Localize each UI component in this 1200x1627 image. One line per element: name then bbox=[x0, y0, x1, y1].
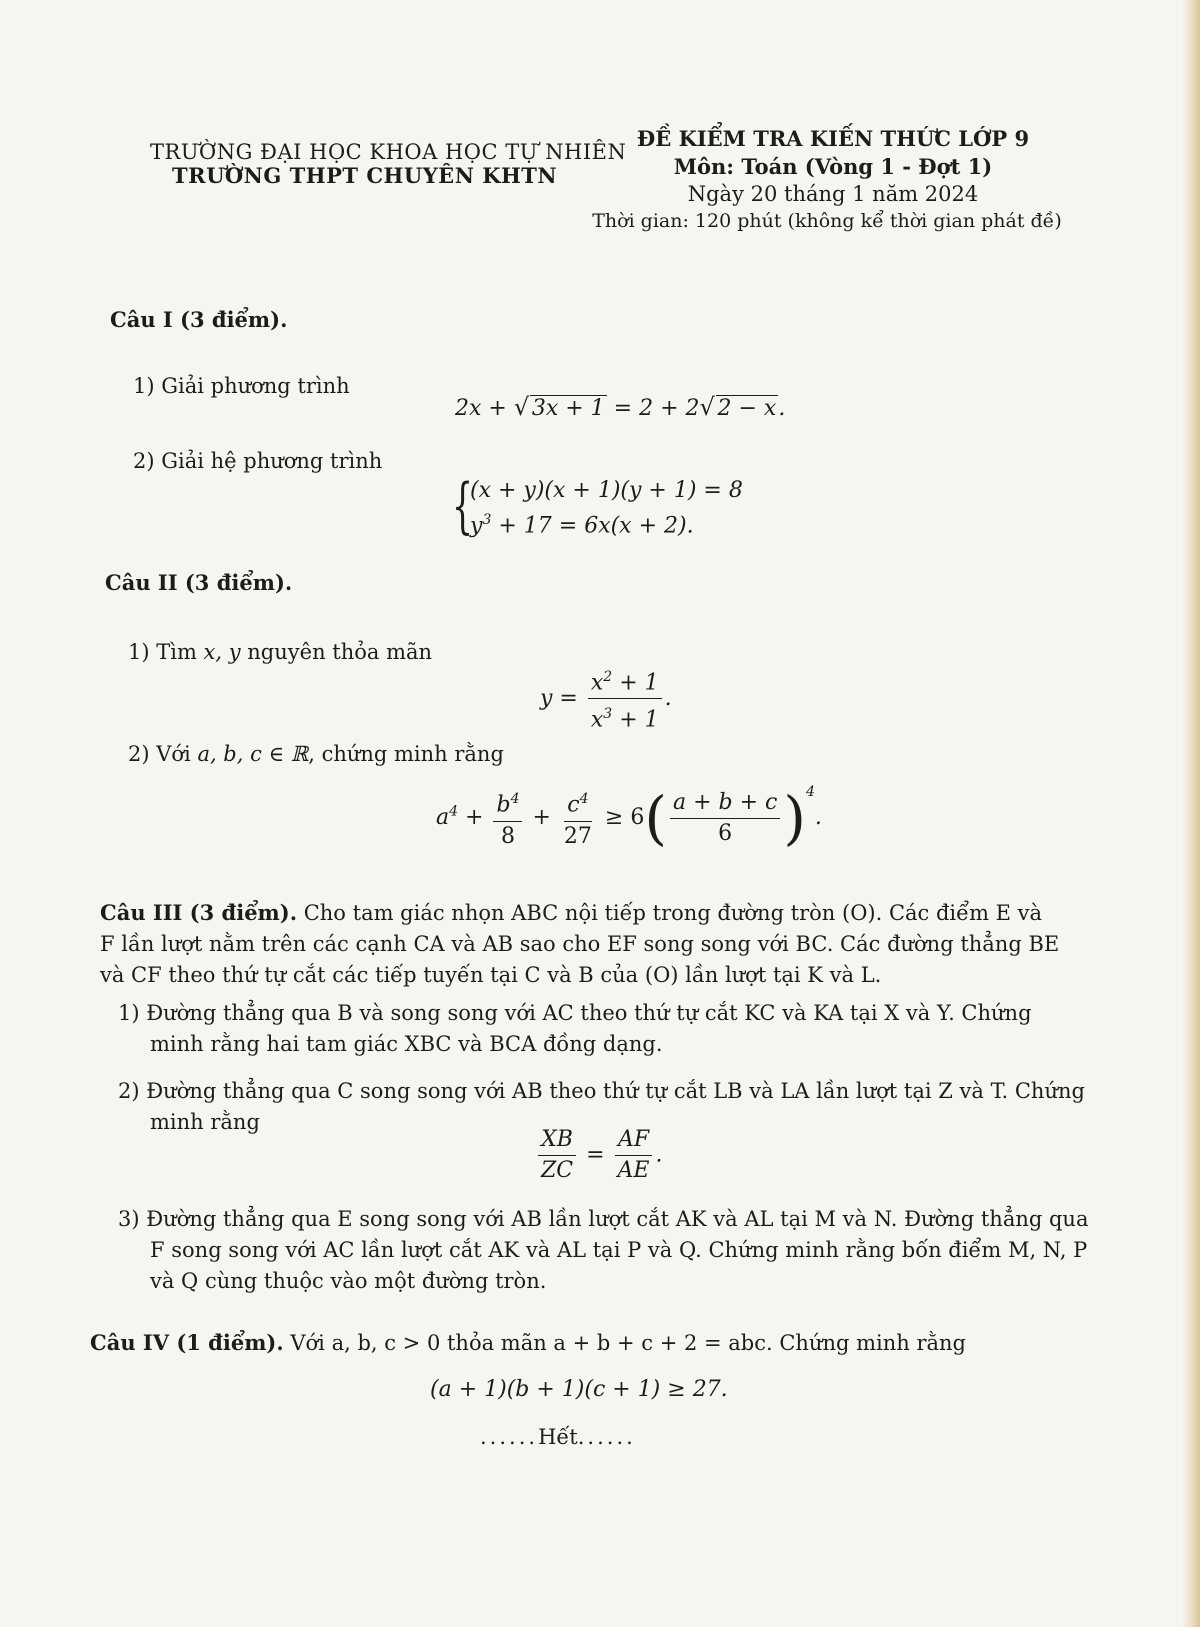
question-2-title: Câu II (3 điểm). bbox=[105, 570, 293, 595]
question-3-intro-text: Cho tam giác nhọn ABC nội tiếp trong đường tròn (O). Các điểm E và F lần lượt nằm trên các cạnh CA và AB sao cho EF song song với BC. Các đường thẳng BE và CF theo thứ tự cắt các tiếp tuyến tại C và B của (O) lần lượt tại K và L. bbox=[100, 901, 1060, 987]
page-edge-shadow bbox=[1182, 0, 1200, 1627]
question-3-part-2: 2) Đường thẳng qua C song song với AB theo thứ tự cắt LB và LA lần lượt tại Z và T. Chứng minh rằng bbox=[118, 1079, 1085, 1134]
school-name: TRƯỜNG THPT CHUYÊN KHTN bbox=[172, 163, 558, 188]
system-line-2-tail: + 17 = 6x(x + 2). bbox=[491, 513, 694, 539]
exam-time: Thời gian: 120 phút (không kể thời gian phát đề) bbox=[592, 210, 1062, 232]
question-1-title: Câu I (3 điểm). bbox=[110, 307, 288, 332]
equation-y-fraction: y = $\frac{x^2 + 1}{x^3 + 1}$ . bbox=[540, 664, 672, 734]
q2-p2-post: , chứng minh rằng bbox=[308, 742, 504, 766]
question-2-part-2-label bbox=[128, 742, 504, 766]
q2-p1-vars: x, y bbox=[203, 640, 241, 664]
exam-subject: Môn: Toán (Vòng 1 - Đợt 1) bbox=[673, 154, 993, 179]
end-marker: ......Hết...... bbox=[480, 1425, 636, 1449]
question-3-title: Câu III (3 điểm). bbox=[100, 900, 298, 925]
question-2-part-1-label bbox=[128, 640, 432, 664]
inequality-1: $a^4$ + $\frac{b^4}{8}$ + $\frac{c^4}{27}$ ≥ 6( $\frac{a + b + c}{6}$ )$^4$. bbox=[436, 784, 822, 852]
q2-p1-post: nguyên thỏa mãn bbox=[240, 640, 433, 664]
system-brace: { bbox=[452, 471, 474, 541]
question-3-intro bbox=[100, 897, 1060, 991]
question-1-part-1-label: 1) Giải phương trình bbox=[133, 374, 350, 398]
question-3-part-3: 3) Đường thẳng qua E song song với AB lần lượt cắt AK và AL tại M và N. Đường thẳng qua F song song với AC lần lượt cắt AK và AL tại P và Q. Chứng minh rằng bốn điểm M, N, P và Q cùng thuộc vào một đường tròn. bbox=[118, 1207, 1089, 1293]
university-name: TRƯỜNG ĐẠI HỌC KHOA HỌC TỰ NHIÊN bbox=[150, 140, 627, 164]
system-line-2: $y^3 + 17 = 6x(x + 2)$. bbox=[470, 512, 694, 539]
q2-p2-vars: a, b, c ∈ ℝ bbox=[197, 742, 309, 766]
exam-title: ĐỀ KIỂM TRA KIẾN THỨC LỚP 9 bbox=[636, 126, 1030, 151]
equation-ratio: $\frac{XB}{ZC}$ = $\frac{AF}{AE}$ . bbox=[535, 1127, 663, 1184]
question-3-part-1: 1) Đường thẳng qua B và song song với AC theo thứ tự cắt KC và KA tại X và Y. Chứng minh rằng hai tam giác XBC và BCA đồng dạng. bbox=[118, 1001, 1032, 1056]
question-4-text: Với a, b, c > 0 thỏa mãn a + b + c + 2 = abc. Chứng minh rằng bbox=[290, 1331, 967, 1355]
end-text: Hết bbox=[538, 1425, 578, 1449]
q2-p1-pre: 1) Tìm bbox=[128, 640, 204, 664]
inequality-final: (a + 1)(b + 1)(c + 1) ≥ 27. bbox=[430, 1377, 728, 1402]
equation-1: 2x + √ 3x + 1 = 2 + 2 √ 2 − x. bbox=[455, 393, 786, 421]
exam-date: Ngày 20 tháng 1 năm 2024 bbox=[687, 182, 979, 206]
question-4-title: Câu IV (1 điểm). bbox=[90, 1330, 284, 1355]
q2-p2-pre: 2) Với bbox=[128, 742, 198, 766]
question-4-line bbox=[90, 1330, 966, 1355]
question-1-part-2-label: 2) Giải hệ phương trình bbox=[133, 449, 383, 473]
system-line-1: (x + y)(x + 1)(y + 1) = 8 bbox=[470, 478, 743, 503]
